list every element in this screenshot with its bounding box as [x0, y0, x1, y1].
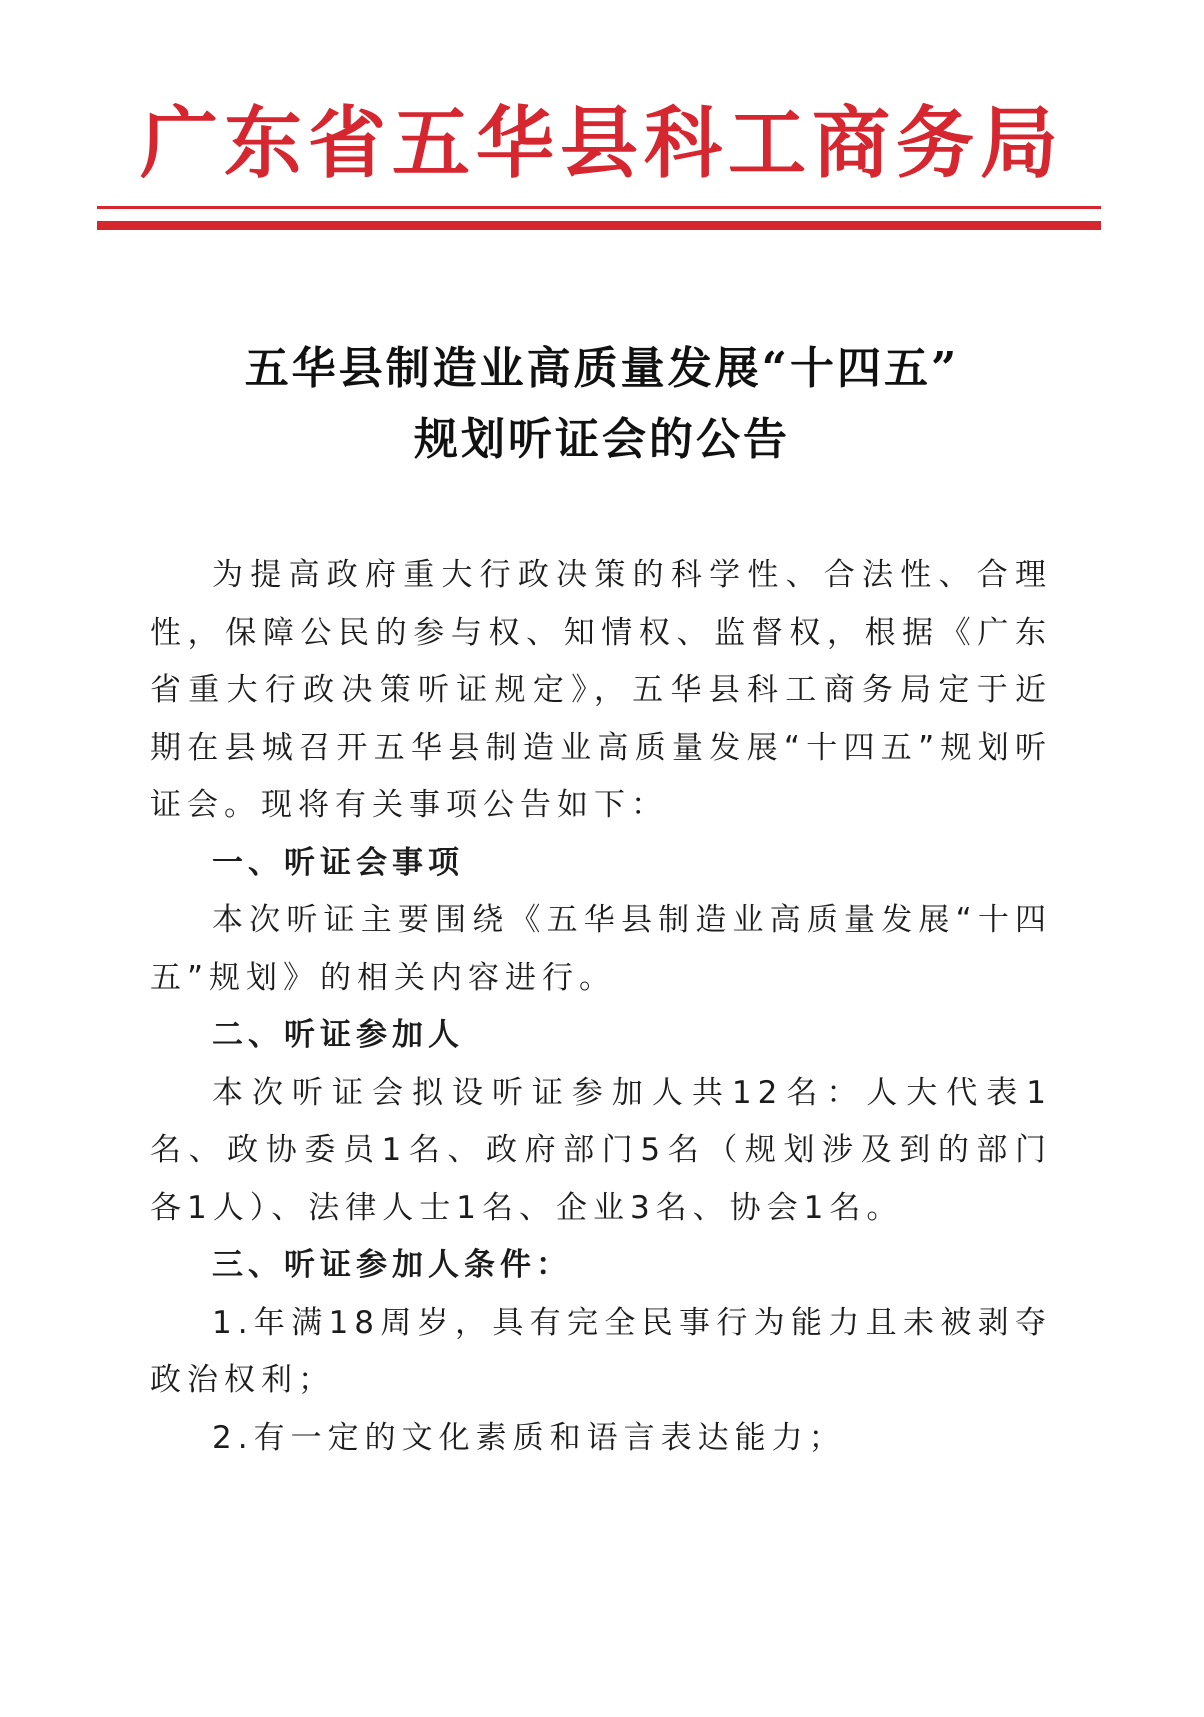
condition-item: 1.年满18周岁，具有完全民事行为能力且未被剥夺政治权利；: [150, 1304, 1052, 1398]
section-paragraph: 本次听证会拟设听证参加人共12名：人大代表1名、政协委员1名、政府部门5名（规划涉及到的部门各1人）、法律人士1名、企业3名、协会1名。: [150, 1074, 1052, 1226]
document-title-line-1: 五华县制造业高质量发展“十四五”: [244, 343, 960, 394]
letterhead-rule-thin: [97, 206, 1101, 209]
condition-item: 2.有一定的文化素质和语言表达能力；: [212, 1419, 846, 1456]
document-title-line-2: 规划听证会的公告: [414, 414, 790, 465]
document-body: [150, 547, 1052, 1467]
section-paragraph: 本次听证主要围绕《五华县制造业高质量发展“十四五”规划》的相关内容进行。: [150, 902, 1052, 996]
letterhead-org-name: 广东省五华县科工商务局: [139, 98, 1064, 189]
section-heading-conditions: 三、听证参加人条件：: [212, 1247, 572, 1283]
letterhead-rule-thick: [97, 221, 1101, 230]
section-heading-matters: 一、听证会事项: [212, 844, 464, 881]
intro-paragraph: 为提高政府重大行政决策的科学性、合法性、合理性，保障公民的参与权、知情权、监督权，根据《广东省重大行政决策听证规定》，五华县科工商务局定于近期在县城召开五华县制造业高质量发展“十四五”规划听证会。现将有关事项公告如下：: [150, 557, 1052, 823]
section-heading-participants: 二、听证参加人: [212, 1017, 464, 1053]
